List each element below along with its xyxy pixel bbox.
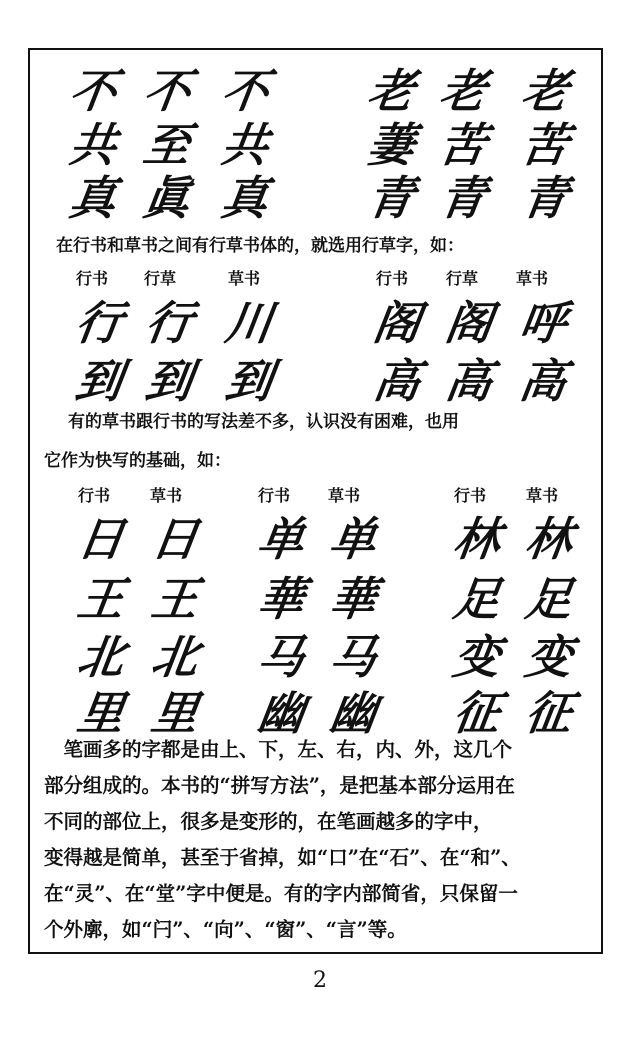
char-sample: 变 [450, 630, 504, 684]
char-sample: 不 [66, 64, 120, 118]
paragraph-line: 变得越是简单，甚至于省掉，如“口”在“石”、在“和”、 [44, 846, 521, 869]
char-sample: 到 [72, 354, 126, 408]
char-sample: 苦 [436, 118, 490, 172]
char-sample: 足 [450, 572, 504, 626]
char-sample: 青 [518, 171, 572, 225]
column-label: 草书 [328, 486, 361, 505]
char-sample: 川 [222, 296, 276, 350]
char-sample: 老 [436, 64, 490, 118]
char-sample: 老 [364, 64, 418, 118]
column-label: 行书 [258, 486, 291, 505]
char-sample: 征 [450, 686, 504, 740]
char-sample: 阁 [442, 296, 496, 350]
char-sample: 幽 [254, 686, 308, 740]
char-sample: 王 [148, 572, 202, 626]
char-sample: 林 [522, 512, 576, 566]
intro-line: 在行书和草书之间有行草书体的，就选用行草字，如： [56, 236, 464, 256]
char-sample: 幽 [326, 686, 380, 740]
char-sample: 至 [140, 118, 194, 172]
char-sample: 到 [142, 354, 196, 408]
char-sample: 萋 [364, 118, 418, 172]
column-label: 行草 [144, 269, 177, 288]
char-sample: 青 [436, 171, 490, 225]
char-sample: 马 [326, 630, 380, 684]
column-label: 草书 [150, 486, 183, 505]
char-sample: 老 [518, 64, 572, 118]
paragraph-line: 笔画多的字都是由上、下，左、右，内、外，这几个 [44, 738, 513, 761]
column-label: 行书 [78, 486, 111, 505]
char-sample: 不 [140, 64, 194, 118]
char-sample: 不 [218, 64, 272, 118]
char-sample: 真 [218, 171, 272, 225]
char-sample: 单 [326, 512, 380, 566]
column-label: 草书 [228, 269, 261, 288]
char-sample: 单 [254, 512, 308, 566]
char-sample: 行 [72, 296, 126, 350]
paragraph-line: 个外廓，如“闩”、“向”、“窗”、“言”等。 [44, 918, 407, 941]
paragraph-line: 部分组成的。本书的“拼写方法”，是把基本部分运用在 [44, 774, 515, 797]
char-sample: 日 [148, 512, 202, 566]
char-sample: 華 [254, 572, 308, 626]
char-sample: 林 [450, 512, 504, 566]
char-sample: 变 [522, 630, 576, 684]
page-number: 2 [313, 968, 327, 993]
char-sample: 王 [74, 572, 128, 626]
char-sample: 里 [74, 686, 128, 740]
column-label: 草书 [516, 269, 549, 288]
char-sample: 真 [66, 171, 120, 225]
column-label: 行书 [454, 486, 487, 505]
middle-line-1: 有的草书跟行书的写法差不多，认识没有困难，也用 [68, 412, 459, 432]
char-sample: 共 [218, 118, 272, 172]
paragraph-line: 不同的部位上，很多是变形的，在笔画越多的字中， [44, 810, 493, 833]
char-sample: 青 [364, 171, 418, 225]
char-sample: 呼 [516, 296, 570, 350]
column-label: 行书 [76, 269, 109, 288]
char-sample: 到 [222, 354, 276, 408]
char-sample: 眞 [140, 171, 194, 225]
char-sample: 北 [148, 630, 202, 684]
paragraph-line: 在“灵”、在“堂”字中便是。有的字内部简省，只保留一 [44, 882, 518, 905]
char-sample: 行 [142, 296, 196, 350]
char-sample: 马 [254, 630, 308, 684]
char-sample: 共 [66, 118, 120, 172]
char-sample: 北 [74, 630, 128, 684]
char-sample: 征 [522, 686, 576, 740]
char-sample: 苦 [518, 118, 572, 172]
char-sample: 里 [148, 686, 202, 740]
char-sample: 日 [74, 512, 128, 566]
char-sample: 華 [326, 572, 380, 626]
char-sample: 高 [516, 354, 570, 408]
char-sample: 阁 [370, 296, 424, 350]
char-sample: 高 [370, 354, 424, 408]
char-sample: 足 [522, 572, 576, 626]
middle-line-2: 它作为快写的基础，如： [44, 451, 231, 471]
column-label: 草书 [526, 486, 559, 505]
char-sample: 高 [442, 354, 496, 408]
column-label: 行书 [376, 269, 409, 288]
column-label: 行草 [446, 269, 479, 288]
